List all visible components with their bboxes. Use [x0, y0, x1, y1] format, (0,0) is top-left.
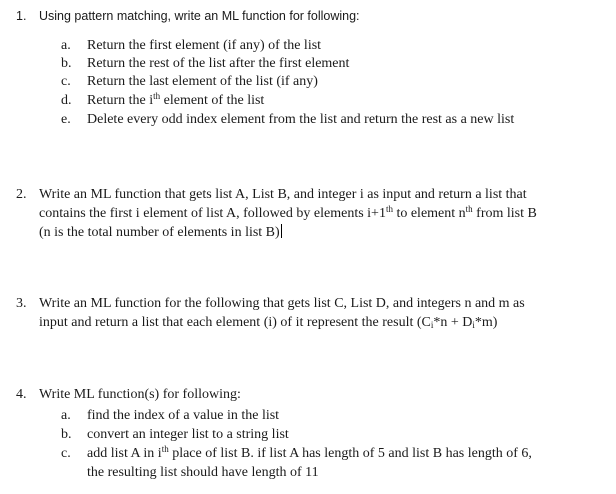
q4-item-c-continuation: the resulting list should have length of 11 — [87, 465, 319, 480]
question-3-line-2: input and return a list that each element (i) of it represent the result $(C_i*n + D_i*m)$ — [39, 315, 498, 330]
question-2-line-1: Write an ML function that gets list A, List B, and integer i as input and return a list that — [39, 187, 527, 202]
q4-item-b-marker: b. — [61, 427, 72, 442]
q4-item-a-marker: a. — [61, 408, 71, 423]
q4-item-c-marker: c. — [61, 446, 71, 461]
question-2-line-3[interactable]: (n is the total number of elements in list B) — [39, 225, 280, 240]
question-1-number: 1. — [16, 9, 27, 23]
q1-item-e-marker: e. — [61, 112, 71, 127]
question-2-line-2: contains the first i element of list A, followed by elements i+1th to element $n^{th}$ from list B — [39, 204, 537, 221]
q1-item-d-text: Return the $i^{th}$ element of the list — [87, 91, 265, 108]
question-2-number: 2. — [16, 187, 27, 202]
question-1-text: Using pattern matching, write an ML function for following: — [39, 9, 360, 23]
question-4-text: Write ML function(s) for following: — [39, 387, 241, 402]
question-4-number: 4. — [16, 387, 27, 402]
q4-item-a-text: find the index of a value in the list — [87, 408, 280, 423]
q4-item-c-text: add list A in $i^{th}$ place of list B. if list A has length of 5 and list B has length of 6, — [87, 444, 532, 461]
q1-item-a-text: Return the first element (if any) of the list — [87, 38, 322, 53]
q1-item-c-marker: c. — [61, 74, 71, 89]
question-3-number: 3. — [16, 296, 27, 311]
q1-item-a-marker: a. — [61, 38, 71, 53]
q1-item-c-text: Return the last element of the list (if any) — [87, 74, 318, 89]
q4-item-b-text: convert an integer list to a string list — [87, 427, 289, 442]
q1-item-e-text: Delete every odd index element from the list and return the rest as a new list — [87, 112, 515, 127]
question-3-line-1: Write an ML function for the following that gets list C, List D, and integers n and m as — [39, 296, 525, 311]
q1-item-b-text: Return the rest of the list after the first element — [87, 56, 350, 71]
q1-item-d-marker: d. — [61, 93, 72, 108]
text-cursor — [281, 224, 282, 238]
q1-item-b-marker: b. — [61, 56, 72, 71]
